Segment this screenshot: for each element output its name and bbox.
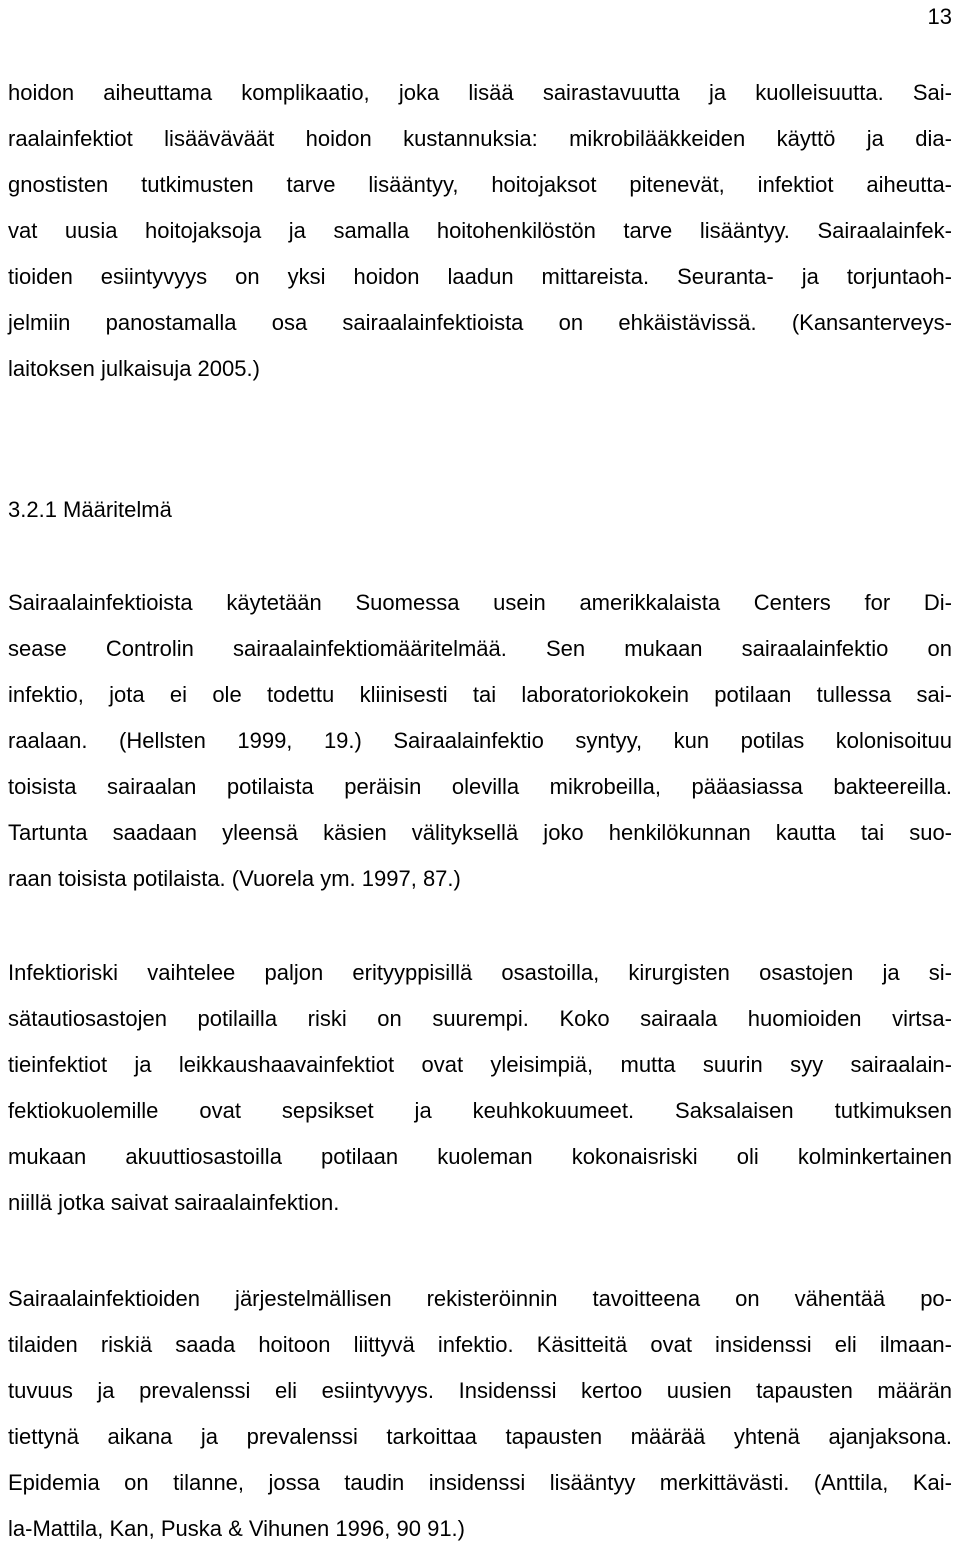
paragraph-line: toisista sairaalan potilaista peräisin olevilla mikrobeilla, pääasiassa bakteereilla. — [8, 774, 952, 799]
paragraph-line: jelmiin panostamalla osa sairaalainfektioista on ehkäistävissä. (Kansanterveys- — [8, 310, 952, 335]
paragraph-line: tilaiden riskiä saada hoitoon liittyvä infektio. Käsitteitä ovat insidenssi eli ilmaan- — [8, 1332, 952, 1357]
paragraph-line: laitoksen julkaisuja 2005.) — [8, 356, 260, 381]
paragraph-line: Tartunta saadaan yleensä käsien välityksellä joko henkilökunnan kautta tai suo- — [8, 820, 952, 845]
paragraph-line: infektio, jota ei ole todettu kliinisesti tai laboratoriokokein potilaan tullessa sai- — [8, 682, 952, 707]
paragraph-line: Infektioriski vaihtelee paljon erityyppisillä osastoilla, kirurgisten osastojen ja si- — [8, 960, 952, 985]
paragraph-line: hoidon aiheuttama komplikaatio, joka lisää sairastavuutta ja kuolleisuutta. Sai- — [8, 80, 952, 105]
paragraph-1 — [8, 70, 952, 392]
paragraph-line: raalaan. (Hellsten 1999, 19.) Sairaalainfektio syntyy, kun potilas kolonisoituu — [8, 728, 952, 753]
paragraph-line: gnostisten tutkimusten tarve lisääntyy, hoitojaksot pitenevät, infektiot aiheutta- — [8, 172, 952, 197]
section-heading — [8, 487, 952, 533]
paragraph-line: Sairaalainfektioista käytetään Suomessa usein amerikkalaista Centers for Di- — [8, 590, 952, 615]
paragraph-line: Sairaalainfektioiden järjestelmällisen rekisteröinnin tavoitteena on vähentää po- — [8, 1286, 952, 1311]
paragraph-line: tuvuus ja prevalenssi eli esiintyvyys. Insidenssi kertoo uusien tapausten määrän — [8, 1378, 952, 1403]
paragraph-3 — [8, 950, 952, 1226]
paragraph-line: tieinfektiot ja leikkaushaavainfektiot ovat yleisimpiä, mutta suurin syy sairaalain- — [8, 1052, 952, 1077]
paragraph-line: Epidemia on tilanne, jossa taudin insidenssi lisääntyy merkittävästi. (Anttila, Kai- — [8, 1470, 952, 1495]
paragraph-line: mukaan akuuttiosastoilla potilaan kuoleman kokonaisriski oli kolminkertainen — [8, 1144, 952, 1169]
paragraph-line: sease Controlin sairaalainfektiomääritelmää. Sen mukaan sairaalainfektio on — [8, 636, 952, 661]
paragraph-line: raalainfektiot lisääväväät hoidon kustannuksia: mikrobilääkkeiden käyttö ja dia- — [8, 126, 952, 151]
paragraph-line: la-Mattila, Kan, Puska & Vihunen 1996, 90 91.) — [8, 1516, 465, 1541]
paragraph-line: tiettynä aikana ja prevalenssi tarkoittaa tapausten määrää yhtenä ajanjaksona. — [8, 1424, 952, 1449]
paragraph-line: vat uusia hoitojaksoja ja samalla hoitohenkilöstön tarve lisääntyy. Sairaalainfek- — [8, 218, 952, 243]
paragraph-4 — [8, 1276, 952, 1552]
paragraph-2 — [8, 580, 952, 902]
page-number: 13 — [927, 4, 952, 29]
paragraph-line: sätautiosastojen potilailla riski on suurempi. Koko sairaala huomioiden virtsa- — [8, 1006, 952, 1031]
paragraph-line: niillä jotka saivat sairaalainfektion. — [8, 1190, 340, 1215]
section-heading-text: 3.2.1 Määritelmä — [8, 497, 172, 522]
paragraph-line: tioiden esiintyvyys on yksi hoidon laadun mittareista. Seuranta- ja torjuntaoh- — [8, 264, 952, 289]
paragraph-line: raan toisista potilaista. (Vuorela ym. 1997, 87.) — [8, 866, 461, 891]
paragraph-line: fektiokuolemille ovat sepsikset ja keuhkokuumeet. Saksalaisen tutkimuksen — [8, 1098, 952, 1123]
